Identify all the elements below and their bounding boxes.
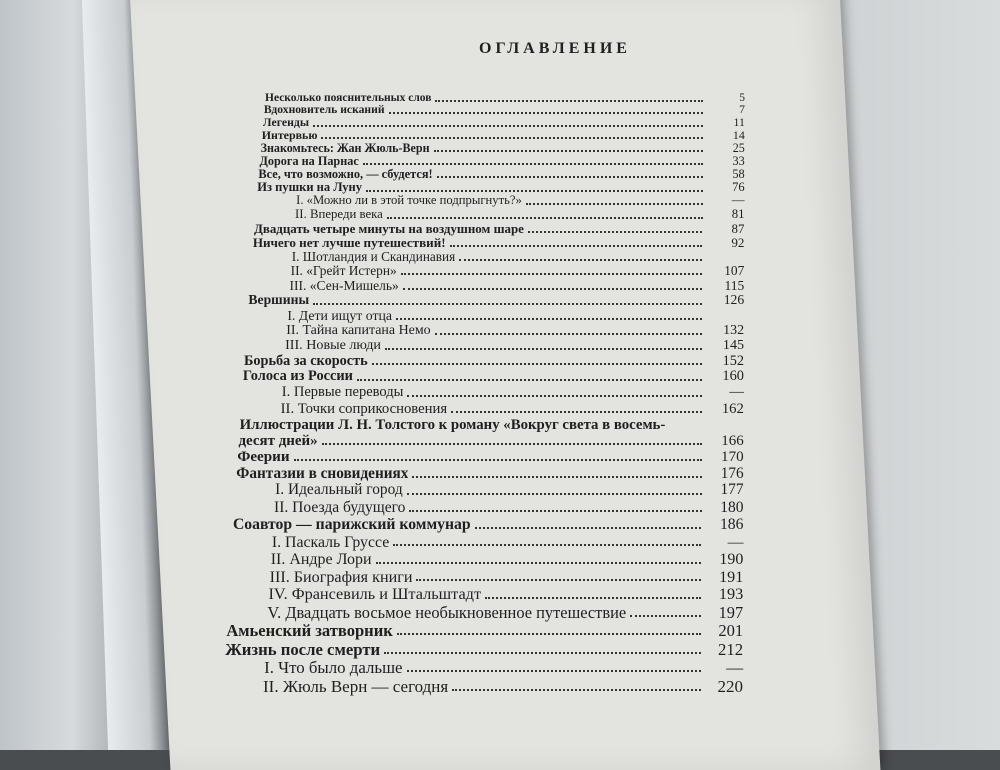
toc-entry bbox=[296, 194, 744, 208]
toc-entry-title: Борьба за скорость bbox=[244, 353, 368, 369]
toc-entry-title: III. «Сен-Мишель» bbox=[289, 278, 399, 293]
toc-page-number: 190 bbox=[719, 550, 744, 568]
toc-leader-dots bbox=[313, 303, 702, 305]
toc-page-number: 76 bbox=[732, 180, 745, 195]
toc-leader-dots bbox=[437, 176, 703, 178]
toc-page-number: 162 bbox=[721, 400, 744, 417]
toc-page-number: 87 bbox=[731, 220, 745, 236]
toc-entry bbox=[253, 236, 745, 250]
toc-entry-title: III. Новые люди bbox=[285, 338, 381, 354]
toc-page-number: 197 bbox=[718, 603, 744, 623]
toc-entry bbox=[269, 586, 744, 604]
toc-page-number: 14 bbox=[732, 128, 745, 143]
toc-entry-title: II. Точки соприкосновения bbox=[280, 400, 448, 417]
toc-leader-dots bbox=[401, 273, 703, 275]
toc-entry-title: II. Жюль Верн — сегодня bbox=[263, 677, 449, 696]
toc-entry-title: II. Поезда будущего bbox=[274, 499, 406, 517]
toc-leader-dots bbox=[475, 527, 702, 529]
toc-leader-dots bbox=[389, 112, 703, 114]
toc-entry bbox=[254, 222, 745, 236]
toc-leader-dots bbox=[451, 411, 702, 413]
toc-entry-title: I. Дети ищут отца bbox=[287, 308, 393, 324]
toc-leader-dots bbox=[409, 510, 701, 512]
toc-page-number: — bbox=[726, 658, 744, 678]
toc-entry-title: десят дней» bbox=[238, 432, 318, 449]
toc-entry-title: Иллюстрации Л. Н. Толстого к роману «Вокруг света в восемь- bbox=[239, 416, 666, 433]
toc-page-number: 25 bbox=[732, 140, 745, 155]
toc-page-number: 115 bbox=[724, 277, 745, 293]
toc-page-number: 166 bbox=[721, 432, 744, 449]
toc-entry-title: II. Андре Лори bbox=[270, 550, 372, 568]
toc-entry-title: Легенды bbox=[262, 116, 310, 129]
toc-page-number: 180 bbox=[720, 499, 744, 517]
toc-entry bbox=[240, 417, 744, 433]
toc-leader-dots bbox=[357, 379, 702, 381]
toc-entry-title: II. Впереди века bbox=[295, 208, 383, 222]
toc-entry bbox=[285, 338, 744, 353]
toc-page-number: 132 bbox=[723, 323, 745, 339]
toc-entry-title: Знакомьтесь: Жан Жюль-Верн bbox=[260, 141, 430, 155]
toc-entry bbox=[263, 678, 743, 697]
toc-leader-dots bbox=[407, 670, 702, 672]
toc-page-number: — bbox=[731, 193, 745, 208]
toc-page-number: — bbox=[729, 383, 744, 400]
toc-entry bbox=[262, 129, 745, 142]
toc-page-number: 81 bbox=[731, 207, 745, 222]
toc-page-number: 193 bbox=[718, 585, 744, 604]
toc-leader-dots bbox=[434, 150, 703, 152]
toc-leader-dots bbox=[393, 544, 701, 546]
toc-page-number: 107 bbox=[724, 263, 745, 279]
toc-entry bbox=[281, 401, 744, 417]
toc-entry bbox=[286, 323, 744, 338]
toc-entry-title: Дорога на Парнас bbox=[259, 154, 359, 168]
toc-leader-dots bbox=[485, 597, 701, 599]
toc-page-number: 201 bbox=[718, 621, 744, 641]
toc-entry-title: Вдохновитель исканий bbox=[263, 104, 385, 117]
toc-leader-dots bbox=[412, 476, 701, 478]
toc-entry bbox=[287, 308, 744, 323]
toc-leader-dots bbox=[435, 333, 702, 335]
toc-leader-dots bbox=[459, 259, 702, 261]
toc-page-number: 170 bbox=[721, 449, 744, 466]
toc-entry bbox=[244, 354, 744, 370]
toc-entry-title: Жизнь после смерти bbox=[225, 640, 381, 659]
toc-entry bbox=[275, 482, 743, 499]
toc-page-number: 186 bbox=[719, 516, 744, 534]
toc-page-number: 212 bbox=[718, 639, 744, 659]
toc-entry-title: Фантазии в сновидениях bbox=[236, 465, 409, 482]
toc-entry bbox=[295, 208, 744, 222]
toc-leader-dots bbox=[450, 245, 703, 247]
toc-entry-title: Ничего нет лучше путешествий! bbox=[252, 235, 446, 250]
toc-entry bbox=[264, 659, 743, 678]
toc-entry bbox=[258, 168, 744, 181]
toc-entry bbox=[257, 181, 744, 194]
toc-entry-title: I. Идеальный город bbox=[275, 482, 403, 499]
toc-entry-title: I. «Можно ли в этой точке подпрыгнуть?» bbox=[296, 194, 522, 208]
toc-entry bbox=[292, 250, 745, 264]
toc-page-number: 7 bbox=[739, 103, 745, 117]
toc-entry bbox=[259, 155, 744, 168]
toc-entry bbox=[291, 264, 745, 278]
toc-entry bbox=[271, 551, 744, 569]
toc-entry-title: II. «Грейт Истерн» bbox=[290, 264, 397, 279]
toc-entry bbox=[237, 449, 743, 466]
toc-title: ОГЛАВЛЕНИЕ bbox=[479, 40, 631, 57]
toc-entry bbox=[225, 641, 743, 659]
toc-leader-dots bbox=[407, 395, 701, 397]
toc-entry bbox=[270, 569, 744, 587]
toc-entry-title: V. Двадцать восьмое необыкновенное путешествие bbox=[267, 604, 627, 623]
toc-page-number: — bbox=[727, 533, 744, 551]
toc-entry-title: II. Тайна капитана Немо bbox=[286, 323, 431, 339]
toc-page-number: 152 bbox=[722, 352, 744, 369]
toc-leader-dots bbox=[452, 689, 701, 691]
toc-entry bbox=[261, 142, 745, 155]
toc-leader-dots bbox=[396, 318, 702, 320]
toc-page-number: 220 bbox=[717, 676, 743, 696]
toc-entry-title: I. Шотландия и Скандинавия bbox=[291, 249, 456, 264]
toc-page-number: 58 bbox=[732, 166, 745, 181]
toc-leader-dots bbox=[385, 348, 702, 350]
toc-page-number: 191 bbox=[719, 568, 744, 586]
toc-leader-dots bbox=[363, 163, 703, 165]
toc-entry-title: Соавтор — парижский коммунар bbox=[232, 516, 471, 534]
toc-entry-title: I. Первые переводы bbox=[281, 384, 404, 400]
toc-entry-title: Феерии bbox=[237, 449, 290, 466]
toc-entry bbox=[243, 369, 744, 385]
toc-leader-dots bbox=[528, 231, 703, 233]
toc-leader-dots bbox=[630, 615, 701, 617]
toc-entry-title: Вершины bbox=[248, 293, 310, 308]
table-of-contents bbox=[225, 40, 825, 697]
toc-entry-title: Двадцать четыре минуты на воздушном шаре bbox=[253, 221, 524, 236]
toc-leader-dots bbox=[387, 217, 703, 219]
toc-page-number: 33 bbox=[732, 153, 745, 168]
toc-entry bbox=[272, 534, 744, 551]
toc-entry-title: Несколько пояснительных слов bbox=[265, 92, 432, 104]
toc-entry bbox=[248, 293, 744, 308]
toc-leader-dots bbox=[376, 562, 702, 564]
toc-leader-dots bbox=[321, 137, 702, 139]
toc-entry bbox=[226, 622, 743, 640]
toc-leader-dots bbox=[384, 652, 701, 654]
toc-leader-dots bbox=[313, 125, 703, 127]
toc-leader-dots bbox=[366, 190, 703, 192]
toc-entry bbox=[267, 604, 743, 622]
toc-list bbox=[225, 92, 825, 697]
toc-entry-title: Голоса из России bbox=[242, 369, 353, 384]
toc-page-number: 126 bbox=[723, 292, 745, 308]
toc-entry-title: Из пушки на Луну bbox=[257, 181, 362, 195]
toc-page-number: 176 bbox=[720, 464, 744, 482]
toc-entry bbox=[233, 516, 744, 533]
toc-entry bbox=[265, 92, 745, 104]
toc-page-number: 177 bbox=[720, 481, 744, 499]
toc-entry bbox=[236, 466, 743, 483]
toc-leader-dots bbox=[416, 579, 701, 581]
toc-entry bbox=[282, 385, 744, 401]
toc-entry bbox=[290, 279, 745, 294]
toc-leader-dots bbox=[403, 288, 702, 290]
toc-entry-title: Интервью bbox=[261, 129, 318, 142]
toc-leader-dots bbox=[407, 493, 702, 495]
toc-page-number: 145 bbox=[722, 337, 745, 354]
toc-leader-dots bbox=[322, 443, 702, 445]
toc-entry-title: I. Что было дальше bbox=[264, 659, 403, 678]
toc-leader-dots bbox=[372, 363, 702, 365]
toc-leader-dots bbox=[526, 203, 703, 205]
toc-entry-title: Амьенский затворник bbox=[226, 622, 393, 641]
toc-page-number: 92 bbox=[731, 234, 745, 250]
toc-leader-dots bbox=[294, 459, 702, 461]
toc-leader-dots bbox=[397, 633, 701, 635]
toc-entry bbox=[238, 433, 743, 449]
toc-entry bbox=[274, 499, 743, 516]
toc-leader-dots bbox=[435, 100, 703, 102]
toc-entry-title: IV. Франсевиль и Штальштадт bbox=[268, 586, 482, 604]
toc-entry-title: III. Биография книги bbox=[269, 568, 413, 586]
toc-entry bbox=[264, 104, 745, 116]
toc-page-number: 11 bbox=[733, 115, 745, 129]
toc-entry bbox=[263, 117, 745, 130]
toc-page-number: 5 bbox=[739, 92, 745, 104]
toc-page-number: 160 bbox=[722, 368, 744, 384]
toc-entry-title: Все, что возможно, — сбудется! bbox=[258, 167, 433, 181]
toc-entry-title: I. Паскаль Груссе bbox=[271, 533, 390, 551]
